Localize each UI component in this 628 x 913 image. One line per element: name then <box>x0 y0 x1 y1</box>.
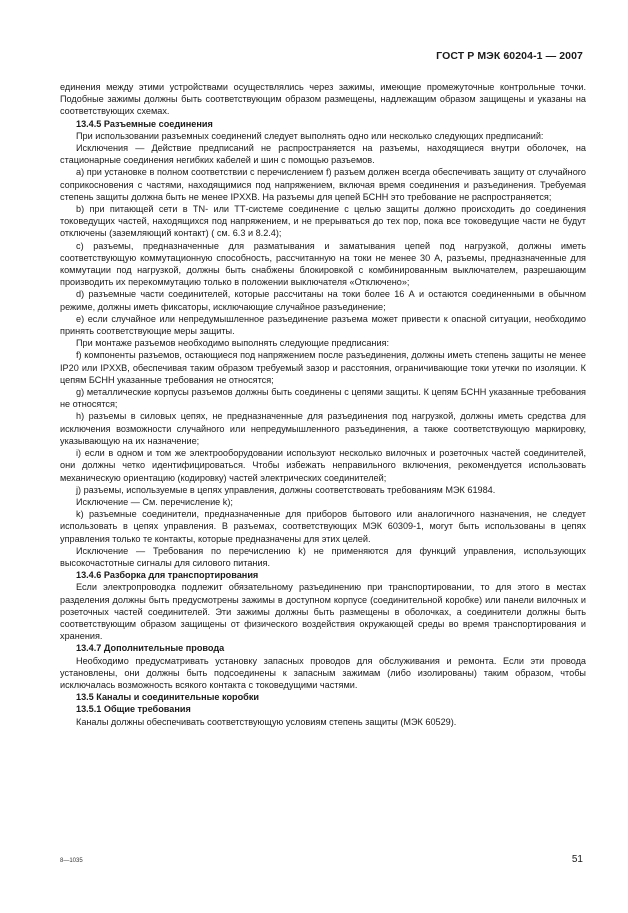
body-paragraph: При монтаже разъемов необходимо выполнять следующие предписания: <box>76 338 390 349</box>
body-paragraph: Если электропроводка подлежит обязательному разъединению при транспортировании, то для этого в местах разделения должны быть предусмотрены зажимы в доступном корпусе (соединительной коробке) или панели вилочных и розеточных частей соединителей. Эти зажимы должны быть размещены в оболочках, а соединители должны быть соответствующим образом защищены от физического воздействия окружающей среды во время транспортирования и хранения. <box>60 582 586 642</box>
body-paragraph: Необходимо предусматривать установку запасных проводов для обслуживания и ремонта. Если эти провода установлены, они должны быть подсоединены к запасным зажимам (либо изолированы) таким образом, чтобы исключалась возможность всякого контакта с токоведущими частями. <box>60 655 586 690</box>
page-number: 51 <box>571 854 583 865</box>
print-mark: 8—1035 <box>60 858 83 864</box>
section-heading: 13.4.6 Разборка для транспортирования <box>76 570 259 581</box>
body-paragraph: h) разъемы в силовых цепях, не предназначенные для разъединения под нагрузкой, должны иметь средства для исключения возможности случайного или непредумышленного разъединения, а также соответствующую маркировку, указывающую на их назначение; <box>60 411 586 446</box>
standard-code-header: ГОСТ Р МЭК 60204-1 — 2007 <box>436 50 583 62</box>
body-paragraph: Исключение — Требования по перечислению k) не применяются для функций управления, использующих высокочастотные сигналы для силового питания. <box>60 545 586 568</box>
body-paragraph: Исключения — Действие предписаний не распространяется на разъемы, находящиеся внутри оболочек, на стационарные соединения негибких кабелей и шин с помощью разъемов. <box>60 143 586 166</box>
body-paragraph: единения между этими устройствами осуществлялись через зажимы, имеющие промежуточные контрольные точки. Подобные зажимы должны быть соответствующим образом размещены, надлежащим образом защищены и указаны на соответствующих схемах. <box>60 82 586 117</box>
body-paragraph: Каналы должны обеспечивать соответствующую условиям степень защиты (МЭК 60529). <box>76 716 457 727</box>
document-body <box>60 81 586 728</box>
body-paragraph: d) разъемные части соединителей, которые рассчитаны на токи более 16 А и остаются соединенными в обычном режиме, должны иметь фиксаторы, исключающие случайное разъединение; <box>60 289 586 312</box>
section-heading: 13.5 Каналы и соединительные коробки <box>76 692 259 703</box>
body-paragraph: i) если в одном и том же электрооборудовании используют несколько вилочных и розеточных частей соединителей, они должны четко идентифицироваться. Чтобы избежать неправильного включения, рекомендуется использовать механическую ориентацию (кодировку) частей электрических соединителей; <box>60 448 586 483</box>
body-paragraph: f) компоненты разъемов, остающиеся под напряжением после разъединения, должны иметь степень защиты не менее IP20 или IPXXB, обеспечивая таким образом требуемый зазор и расстояния, ограничивающие токи утечки по изоляции. К цепям БСНН указанные требования не относятся; <box>60 350 586 385</box>
body-paragraph: b) при питающей сети в TN- или ТТ-системе соединение с целью защиты должно происходить до соединения токоведущих частей, находящихся под напряжением, и не прерываться до тех пор, пока все токоведущие части не будут отключены (заземляющий контакт) ( см. 6.3 и 8.2.4); <box>60 204 586 239</box>
body-paragraph: g) металлические корпусы разъемов должны быть соединены с цепями защиты. К цепям БСНН указанные требования не относятся; <box>60 387 586 410</box>
body-paragraph: e) если случайное или непредумышленное разъединение разъема может привести к опасной ситуации, необходимо принять соответствующие меры защиты. <box>60 313 586 337</box>
body-paragraph: a) при установке в полном соответствии с перечислением f) разъем должен всегда обеспечивать защиту от случайного соприкосновения с частями, находящимися под напряжением, включая время соединения и разъединения. Требуемая степень защиты должна быть не менее IPXXB. На разъемы для цепей БСНН это требование не распространяется; <box>60 167 586 202</box>
section-heading: 13.5.1 Общие требования <box>76 704 191 715</box>
section-heading: 13.4.5 Разъемные соединения <box>76 118 213 129</box>
section-heading: 13.4.7 Дополнительные провода <box>76 643 225 654</box>
body-paragraph: j) разъемы, используемые в цепях управления, должны соответствовать требованиям МЭК 61984. <box>76 484 496 495</box>
body-paragraph: c) разъемы, предназначенные для разматывания и заматывания цепей под нагрузкой, должны иметь соответствующую коммутационную способность, рассчитанную на токи не менее 30 А, разъемы, предназначенные для коммутации под нагрузкой, должны быть снабжены блокировкой с комбинированным выключателем, разрешающим производить их перекоммутацию только в положении выключателя «Отключено»; <box>60 240 586 288</box>
body-paragraph: k) разъемные соединители, предназначенные для приборов бытового или аналогичного назначения, не следует использовать в цепях управления. В разъемах, соответствующих МЭК 60309-1, могут быть использованы в цепях управления только те контакты, которые предназначены для этих целей. <box>60 509 586 544</box>
body-paragraph: Исключение — См. перечисление k); <box>76 496 233 507</box>
body-paragraph: При использовании разъемных соединений следует выполнять одно или несколько следующих предписаний: <box>76 130 544 141</box>
